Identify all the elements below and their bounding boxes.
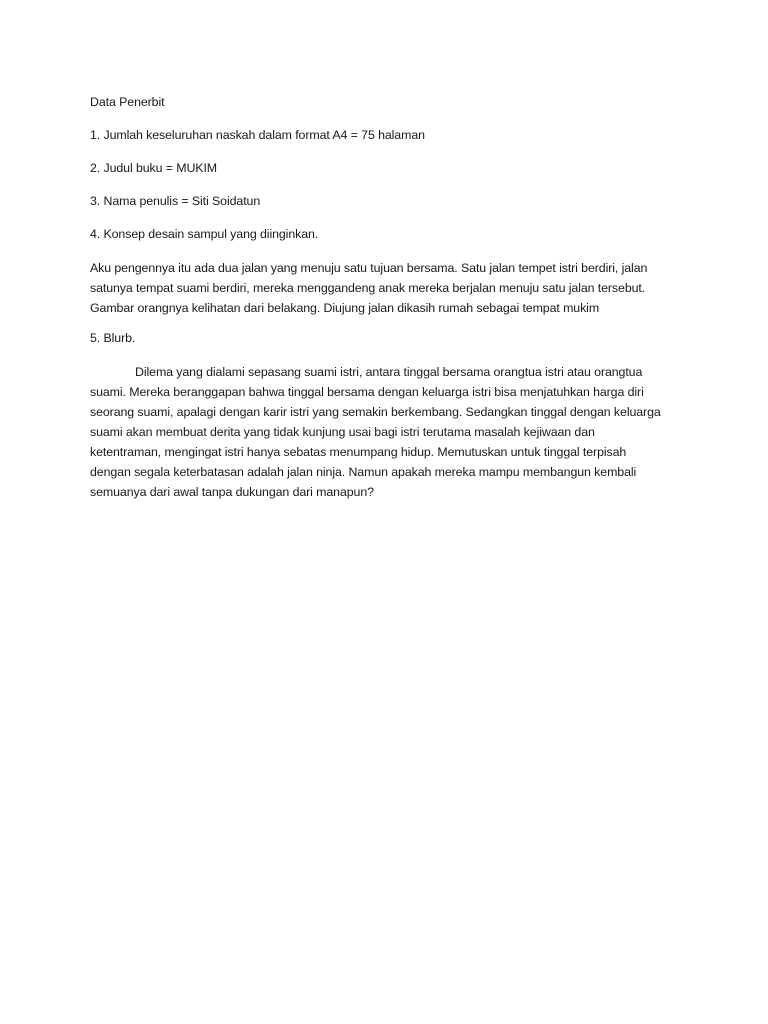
cover-concept-paragraph xyxy=(90,258,682,318)
cover-concept-line: Gambar orangnya kelihatan dari belakang. Diujung jalan dikasih rumah sebagai tempat mukim xyxy=(90,301,600,315)
document-heading: Data Penerbit xyxy=(90,95,165,109)
blurb-line: dengan segala keterbatasan adalah jalan ninja. Namun apakah mereka mampu membangun kembali xyxy=(90,465,637,479)
blurb-line: semuanya dari awal tanpa dukungan dari manapun? xyxy=(90,485,374,499)
blurb-line: suami akan membuat derita yang tidak kunjung usai bagi istri terutama masalah kejiwaan dan xyxy=(90,425,595,439)
item-cover-concept: 4. Konsep desain sampul yang diinginkan. xyxy=(90,227,319,241)
cover-concept-line: Aku pengennya itu ada dua jalan yang menuju satu tujuan bersama. Satu jalan tempet istri berdiri, jalan xyxy=(90,261,648,275)
blurb-line: seorang suami, apalagi dengan karir istri yang semakin berkembang. Sedangkan tinggal dengan keluarga xyxy=(90,405,661,419)
item-book-title: 2. Judul buku = MUKIM xyxy=(90,161,218,175)
document-body xyxy=(90,93,682,502)
blurb-paragraph xyxy=(90,362,682,502)
blurb-label: 5. Blurb. xyxy=(90,331,136,345)
blurb-line: suami. Mereka beranggapan bahwa tinggal bersama dengan keluarga istri bisa menjatuhkan harga diri xyxy=(90,385,644,399)
item-page-count: 1. Jumlah keseluruhan naskah dalam format A4 = 75 halaman xyxy=(90,128,425,142)
item-author-name: 3. Nama penulis = Siti Soidatun xyxy=(90,194,261,208)
cover-concept-line: satunya tempat suami berdiri, mereka menggandeng anak mereka berjalan menuju satu jalan tersebut. xyxy=(90,281,646,295)
blurb-line: Dilema yang dialami sepasang suami istri, antara tinggal bersama orangtua istri atau orangtua xyxy=(135,365,643,379)
blurb-line: ketentraman, mengingat istri hanya sebatas menumpang hidup. Memutuskan untuk tinggal terpisah xyxy=(90,445,627,459)
